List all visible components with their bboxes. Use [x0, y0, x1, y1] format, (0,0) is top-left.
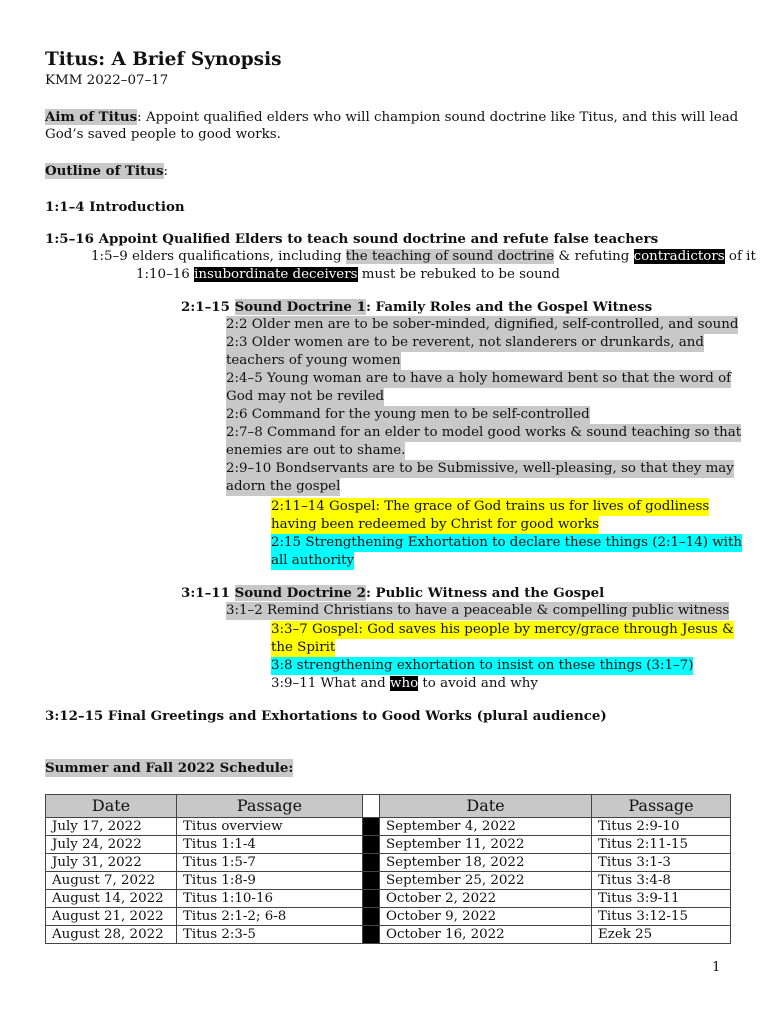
s2-rest: : Family Roles and the Gospel Witness: [365, 299, 653, 315]
s2-exhort-line-2: all authority: [271, 553, 355, 568]
column-separator: [363, 836, 380, 854]
column-separator: [363, 872, 380, 890]
s2-line: 2:6 Command for the young men to be self-controlled: [226, 407, 590, 422]
section1-line-2: [136, 266, 560, 284]
date-cell: August 28, 2022: [46, 926, 177, 944]
passage-cell: Titus overview: [177, 818, 363, 836]
s2-line: 2:3 Older women are to be reverent, not slanderers or drunkards, and: [226, 335, 704, 350]
s1-text-c: & refuting: [554, 249, 634, 264]
date-cell: July 24, 2022: [46, 836, 177, 854]
s3-highlight: Sound Doctrine 2: [234, 585, 366, 601]
date-cell: July 31, 2022: [46, 854, 177, 872]
passage-cell: Ezek 25: [592, 926, 731, 944]
schedule-heading: Summer and Fall 2022 Schedule:: [45, 760, 294, 776]
s2-line: adorn the gospel: [226, 479, 341, 494]
s2-line: 2:2 Older men are to be sober-minded, dignified, self-controlled, and sound: [226, 317, 739, 332]
s3-text-c: to avoid and why: [418, 676, 538, 691]
s3-line-1: 3:1–2 Remind Christians to have a peaceable & compelling public witness: [226, 603, 730, 618]
column-separator: [363, 908, 380, 926]
passage-cell: Titus 3:12-15: [592, 908, 731, 926]
author-date: KMM 2022–07–17: [45, 73, 169, 88]
s1-highlight-deceivers: insubordinate deceivers: [194, 267, 358, 282]
table-row: [46, 854, 731, 872]
s3-rest: : Public Witness and the Gospel: [365, 585, 605, 601]
s2-line: 2:4–5 Young woman are to have a holy homeward bent so that the word of: [226, 371, 732, 386]
column-separator: [363, 795, 380, 818]
s2-ref: 2:1–15: [181, 299, 235, 315]
table-row: [46, 818, 731, 836]
date-cell: August 14, 2022: [46, 890, 177, 908]
schedule-table: [45, 794, 731, 944]
passage-cell: Titus 2:1-2; 6-8: [177, 908, 363, 926]
passage-cell: Titus 1:8-9: [177, 872, 363, 890]
s2-highlight: Sound Doctrine 1: [234, 299, 366, 315]
passage-cell: Titus 2:11-15: [592, 836, 731, 854]
s3-gospel-line-1: 3:3–7 Gospel: God saves his people by mercy/grace through Jesus &: [271, 622, 734, 637]
final-heading: 3:12–15 Final Greetings and Exhortations to Good Works (plural audience): [45, 708, 607, 724]
date-cell: October 2, 2022: [380, 890, 592, 908]
header-date: Date: [380, 795, 592, 818]
passage-cell: Titus 3:1-3: [592, 854, 731, 872]
s2-line: teachers of young women: [226, 353, 401, 368]
section3-heading: [181, 584, 604, 602]
outline-label: Outline of Titus: [45, 163, 164, 179]
passage-cell: Titus 3:9-11: [592, 890, 731, 908]
date-cell: September 25, 2022: [380, 872, 592, 890]
section1-heading: 1:5–16 Appoint Qualified Elders to teach sound doctrine and refute false teachers: [45, 231, 659, 247]
table-row: [46, 890, 731, 908]
s2-line: 2:7–8 Command for an elder to model good works & sound teaching so that: [226, 425, 742, 440]
s3-highlight-who: who: [390, 676, 419, 691]
s1-highlight-contradictors: contradictors: [633, 249, 725, 264]
header-passage: Passage: [592, 795, 731, 818]
aim-line-1: [45, 108, 738, 127]
date-cell: July 17, 2022: [46, 818, 177, 836]
s2-exhort-line-1: 2:15 Strengthening Exhortation to declare these things (2:1–14) with: [271, 535, 742, 550]
s2-line: enemies are out to shame.: [226, 443, 406, 458]
date-cell: September 11, 2022: [380, 836, 592, 854]
s1-highlight-teaching: the teaching of sound doctrine: [345, 249, 555, 264]
passage-cell: Titus 3:4-8: [592, 872, 731, 890]
table-row: [46, 836, 731, 854]
aim-text-2: God’s saved people to good works.: [45, 127, 281, 142]
schedule-header-row: [46, 795, 731, 818]
table-row: [46, 926, 731, 944]
outline-heading: [45, 162, 168, 181]
date-cell: September 4, 2022: [380, 818, 592, 836]
date-cell: October 16, 2022: [380, 926, 592, 944]
s1-text-2c: must be rebuked to be sound: [357, 267, 560, 282]
passage-cell: Titus 2:9-10: [592, 818, 731, 836]
header-passage: Passage: [177, 795, 363, 818]
s3-ref: 3:1–11: [181, 585, 235, 601]
header-date: Date: [46, 795, 177, 818]
page-title: Titus: A Brief Synopsis: [45, 49, 282, 70]
column-separator: [363, 854, 380, 872]
s3-exhort-line: 3:8 strengthening exhortation to insist on these things (3:1–7): [271, 658, 694, 673]
column-separator: [363, 926, 380, 944]
column-separator: [363, 818, 380, 836]
s1-text-a: 1:5–9 elders qualifications, including: [91, 249, 346, 264]
table-row: [46, 872, 731, 890]
page-number: 1: [712, 960, 721, 975]
s2-gospel-line-2: having been redeemed by Christ for good works: [271, 517, 599, 532]
aim-label: Aim of Titus: [45, 109, 138, 125]
s2-line: 2:9–10 Bondservants are to be Submissive, well-pleasing, so that they may: [226, 461, 734, 476]
date-cell: October 9, 2022: [380, 908, 592, 926]
section2-heading: [181, 298, 652, 316]
outline-colon: :: [163, 164, 169, 179]
passage-cell: Titus 2:3-5: [177, 926, 363, 944]
column-separator: [363, 890, 380, 908]
aim-text-1: : Appoint qualified elders who will champion sound doctrine like Titus, and this will lead: [137, 110, 739, 125]
s2-line: God may not be reviled: [226, 389, 385, 404]
section1-line-1: [91, 248, 756, 266]
s3-line-last: [271, 675, 538, 693]
date-cell: August 21, 2022: [46, 908, 177, 926]
s1-text-2a: 1:10–16: [136, 267, 195, 282]
passage-cell: Titus 1:5-7: [177, 854, 363, 872]
intro-heading: 1:1–4 Introduction: [45, 199, 185, 215]
date-cell: September 18, 2022: [380, 854, 592, 872]
passage-cell: Titus 1:10-16: [177, 890, 363, 908]
date-cell: August 7, 2022: [46, 872, 177, 890]
s3-text-a: 3:9–11 What and: [271, 676, 390, 691]
s3-gospel-line-2: the Spirit: [271, 640, 336, 655]
s1-text-e: of it: [724, 249, 756, 264]
passage-cell: Titus 1:1-4: [177, 836, 363, 854]
table-row: [46, 908, 731, 926]
s2-gospel-line-1: 2:11–14 Gospel: The grace of God trains us for lives of godliness: [271, 499, 710, 514]
